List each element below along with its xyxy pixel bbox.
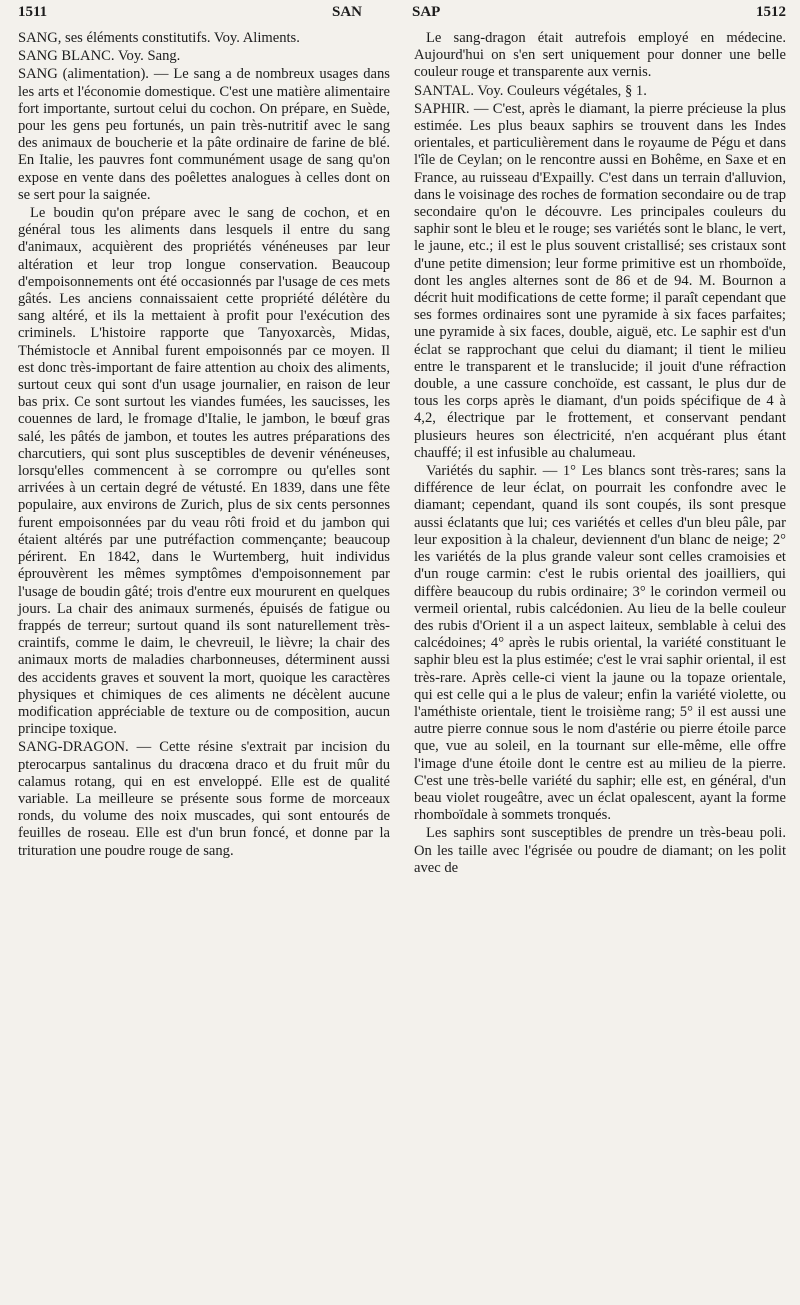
page-number-left: 1511 bbox=[18, 4, 48, 20]
left-column bbox=[18, 30, 390, 878]
page-number-right: 1512 bbox=[756, 4, 786, 20]
running-head bbox=[18, 4, 786, 30]
entry-saphir: SAPHIR. — C'est, après le diamant, la pierre précieuse la plus estimée. Les plus beaux saphirs se trouvent dans les Indes orientales, et particulièrement dans le royaume de Pégu et dans l'île de Ceylan; on le rencontre aussi en Bohême, en Saxe et en France, au ruisseau d'Expailly. C'est dans un terrain d'alluvion, dans le voisinage des roches de formation secondaire ou de trap secondaire qu'on le découvre. Les principales couleurs du saphir sont le bleu et le rouge; ses variétés sont le blanc, le vert, le jaune, etc.; il est le plus souvent cristallisé; ses cristaux sont d'une petite dimension; leur forme primitive est un rhomboïde, dont les angles alternes sont de 86 et de 94. M. Bournon a décrit huit modifications de cette forme; il paraît cependant que ses formes ordinaires sont une pyramide à six faces parfaites; une pyramide à six faces, double, aiguë, etc. Le saphir est d'un éclat se rapprochant que celui du diamant; il tient le milieu entre le transparent et le translucide; il jouit d'une réfraction double, a une cassure conchoïde, est cassant, le plus dur de tous les corps après le diamant, d'un poids spécifique de 4 à 4,2, électrique par le frottement, et conservant pendant plusieurs heures son électricité, n'en acquérant plus étant chauffé; il est infusible au chalumeau. bbox=[414, 100, 787, 461]
entry-sang-alimentation: SANG (alimentation). — Le sang a de nombreux usages dans les arts et l'économie domestique. C'est une matière alimentaire fort importante, surtout celui du cochon. On prépare, en Suède, pour les gens peu fortunés, un pain très-nutritif avec le sang des animaux de boucherie et la pâte ordinaire de farine de blé. En Italie, les pauvres font communément usage de sang qu'on expose en vente dans des poêlettes analogues à celles dont on se sert pour la saignée. bbox=[18, 66, 390, 203]
entry-sang-blanc: SANG BLANC. Voy. Sang. bbox=[18, 48, 181, 65]
entry-sang-dragon: SANG-DRAGON. — Cette résine s'extrait par incision du pterocarpus santalinus du dracœna draco et du fruit mûr du calamus rotang, qui en est enveloppé. Elle est de qualité variable. La meilleure se présente sous forme de morceaux ronds, du volume des noix muscades, qui sont entourés de feuilles de roseau. Elle est d'un brun foncé, et donne par la trituration une poudre rouge de sang. bbox=[18, 739, 390, 859]
text-columns bbox=[18, 30, 786, 878]
right-column bbox=[414, 30, 786, 878]
guide-word-right: SAP bbox=[412, 4, 441, 20]
paragraph-taille-saphir: Les saphirs sont susceptibles de prendre un très-beau poli. On les taille avec l'égrisée ou poudre de diamant; on les polit avec de bbox=[414, 825, 786, 876]
entry-santal: SANTAL. Voy. Couleurs végétales, § 1. bbox=[414, 82, 647, 99]
guide-word-left: SAN bbox=[331, 4, 362, 20]
paragraph-sang-dragon-usage: Le sang-dragon était autrefois employé en médecine. Aujourd'hui on s'en sert uniquement pour donner une belle couleur rouge et transparente aux vernis. bbox=[414, 30, 786, 81]
entry-sang-elements: SANG, ses éléments constitutifs. Voy. Aliments. bbox=[18, 30, 300, 46]
paragraph-boudin: Le boudin qu'on prépare avec le sang de cochon, et en général tous les aliments dans lesquels il entre du sang d'animaux, acquièrent des propriétés vénéneuses par leur altération et leur trop longue conservation. Beaucoup d'empoisonnements ont été occasionnés par l'usage de ces mets gâtés. Les anciens connaissaient cette propriété délétère du sang altéré, et ils la mettaient à profit pour l'exécution des criminels. L'histoire rapporte que Tanyoxarcès, Midas, Thémistocle et Annibal furent empoisonnés par ce moyen. Il est donc très-important de faire attention au choix des aliments, surtout ceux qui sont d'un usage journalier, en raison de leur bas prix. Ce sont surtout les viandes fumées, les saucisses, les couennes de lard, le fromage d'Italie, le jambon, le bœuf gras salé, les pâtés de jambon, et toutes les autres préparations des charcutiers, qui sont plus susceptibles de devenir vénéneuses, lorsqu'elles commencent à se corrompre ou qu'elles sont arrivées à un certain degré de vétusté. En 1839, dans une fête populaire, aux environs de Zurich, plus de six cents personnes furent empoisonnées par du veau rôti froid et du jambon qui étaient altérés par une putréfaction commençante; beaucoup périrent. En 1842, dans le Wurtemberg, huit individus éprouvèrent les mêmes symptômes d'empoisonnement par l'usage de boudin gâté; trois d'entre eux moururent en quelques jours. La chair des animaux surmenés, épuisés de fatigue ou frappés de terreur; surtout quand ils sont naturellement très-craintifs, comme le daim, le chevreuil, le lièvre; la chair des animaux morts de maladies charbonneuses, déterminent aussi des accidents graves et souvent la mort, quoique les caractères physiques et chimiques de ces aliments ne décèlent aucune modification appréciable de texture ou de composition, aucun principe toxique. bbox=[18, 205, 390, 738]
paragraph-varietes-saphir: Variétés du saphir. — 1° Les blancs sont très-rares; sans la différence de leur éclat, on pourrait les confondre avec le diamant; cependant, quand ils sont coupés, ils sont presque aussi éclatants que lui; ces variétés et celles d'un bleu pâle, par leur exposition à la chaleur, deviennent d'un blanc de neige; 2° les variétés de la plus grande valeur sont celles cramoisies et d'un rouge carmin: c'est le rubis oriental des joailliers, qui diffère beaucoup du rubis ordinaire; 3° le corindon vermeil ou vermeil oriental, rubis calcédonien. Au lieu de la belle couleur des rubis d'Orient il a un aspect laiteux, semblable à celui des calcédoines; 4° après le rubis oriental, la variété constituant le saphir bleu est la plus estimée; c'est le vrai saphir oriental, il est très-rare. Après celle-ci vient la jaune ou la topaze orientale, qui est celle qui a le plus de valeur; enfin la variété violette, ou l'améthiste orientale, tient le troisième rang; 5° il est aussi une autre pierre connue sous le nom d'astérie ou pierre étoile parce que, vue au soleil, en la tournant sur elle-même, elle offre l'image d'une étoile dont le centre est au milieu de la pierre. C'est une très-belle variété du saphir; elle est, en général, d'un beau violet rougeâtre, avec un éclat opalescent, ayant la forme rhomboïdale à sommets tronqués. bbox=[414, 463, 786, 824]
